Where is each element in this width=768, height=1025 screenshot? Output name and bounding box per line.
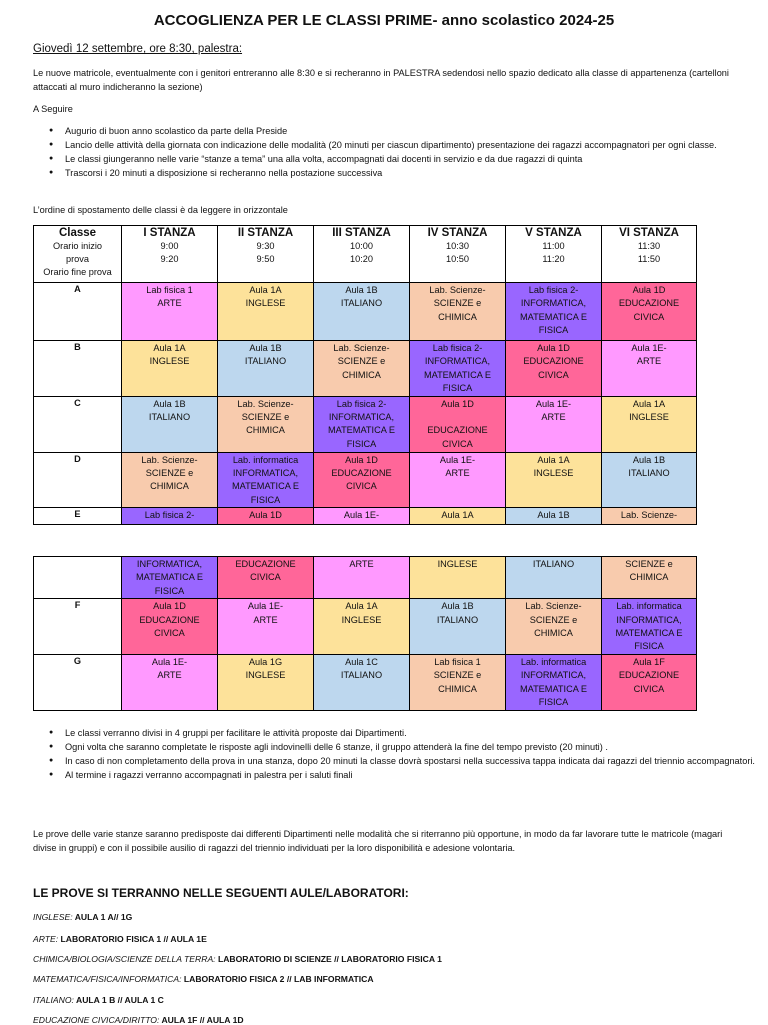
- schedule-cell: Aula 1A: [410, 508, 506, 525]
- header-classe: [34, 226, 122, 283]
- stanza-times: 9:00 9:20: [160, 241, 179, 264]
- rules-bullet-item: ● Ogni volta che saranno completate le risposte agli indovinelli delle 6 stanze, il gruppo attenderà la fine del tempo previsto (20 minuti) .: [65, 740, 765, 754]
- room-assignment: [33, 934, 207, 944]
- header-stanza: [410, 226, 506, 283]
- stanza-times: 11:00 11:20: [542, 241, 565, 264]
- schedule-cell: Aula 1B: [506, 508, 602, 525]
- class-label: B: [34, 341, 122, 397]
- class-label: E: [34, 508, 122, 525]
- room-subject: EDUCAZIONE CIVICA/DIRITTO:: [33, 1015, 160, 1025]
- schedule-cell: ITALIANO: [506, 557, 602, 599]
- rooms-section-heading: LE PROVE SI TERRANNO NELLE SEGUENTI AULE/LABORATORI:: [33, 886, 409, 900]
- stanza-name: I STANZA: [143, 227, 196, 239]
- schedule-cell: Aula 1F EDUCAZIONE CIVICA: [602, 654, 697, 710]
- class-label: [34, 557, 122, 599]
- room-assignment: [33, 974, 374, 984]
- schedule-cell: Aula 1D EDUCAZIONE CIVICA: [314, 452, 410, 508]
- class-row: [34, 508, 697, 525]
- schedule-cell: Aula 1E- ARTE: [506, 396, 602, 452]
- schedule-cell: Aula 1B ITALIANO: [218, 341, 314, 397]
- room-names: LABORATORIO DI SCIENZE // LABORATORIO FISICA 1: [215, 954, 442, 964]
- schedule-cell: ARTE: [314, 557, 410, 599]
- header-classe-times: Orario inizio prova Orario fine prova: [43, 241, 112, 277]
- schedule-cell: INGLESE: [410, 557, 506, 599]
- schedule-cell: Lab fisica 2- INFORMATICA, MATEMATICA E FISICA: [506, 283, 602, 341]
- schedule-cell: Lab fisica 1 SCIENZE e CHIMICA: [410, 654, 506, 710]
- room-names: LABORATORIO FISICA 1 // AULA 1E: [58, 934, 207, 944]
- room-subject: ARTE:: [33, 934, 59, 944]
- header-classe-title: Classe: [58, 227, 97, 239]
- room-subject: CHIMICA/BIOLOGIA/SCIENZE DELLA TERRA:: [33, 954, 216, 964]
- schedule-cell: Aula 1A INGLESE: [122, 341, 218, 397]
- stanza-times: 9:30 9:50: [256, 241, 275, 264]
- order-note: L’ordine di spostamento delle classi è da leggere in orizzontale: [33, 205, 288, 215]
- class-row: [34, 283, 697, 341]
- schedule-cell: Aula 1E- ARTE: [122, 654, 218, 710]
- class-label: D: [34, 452, 122, 508]
- class-label: F: [34, 599, 122, 655]
- stanza-times: 10:00 10:20: [350, 241, 373, 264]
- schedule-cell: Lab fisica 2-: [122, 508, 218, 525]
- header-stanza: [314, 226, 410, 283]
- class-row: [34, 557, 697, 599]
- program-bullet-item: ● Le classi giungeranno nelle varie “stanze a tema” una alla volta, accompagnati dai docenti in servizio e da due ragazzi di quinta: [65, 152, 765, 166]
- schedule-cell: Aula 1D: [218, 508, 314, 525]
- schedule-cell: Lab. informatica INFORMATICA, MATEMATICA E FISICA: [602, 599, 697, 655]
- document-title: ACCOGLIENZA PER LE CLASSI PRIME- anno scolastico 2024-25: [153, 12, 615, 29]
- class-row: [34, 341, 697, 397]
- schedule-cell: Aula 1B ITALIANO: [314, 283, 410, 341]
- prove-paragraph: Le prove delle varie stanze saranno predisposte dai differenti Dipartimenti nelle modalità che si riterranno più opportune, in modo da far lavorare tutte le matricole (magari divise in gruppi) e con il possibile ausilio di ragazzi del triennio individuati per la loro disponibilità e adesione volontaria.: [33, 829, 723, 853]
- class-row: [34, 654, 697, 710]
- stanza-name: VI STANZA: [619, 227, 679, 239]
- program-bullet-item: ● Lancio delle attività della giornata con indicazione delle modalità (20 minuti per ciascun dipartimento) presentazione dei ragazzi accompagnatori per ogni classe.: [65, 138, 765, 152]
- schedule-cell: Aula 1B ITALIANO: [122, 396, 218, 452]
- room-names: AULA 1 B // AULA 1 C: [73, 995, 164, 1005]
- schedule-cell: Aula 1E- ARTE: [218, 599, 314, 655]
- schedule-cell: Lab. Scienze- SCIENZE e CHIMICA: [122, 452, 218, 508]
- rules-bullet-item: ● In caso di non completamento della prova in una stanza, dopo 20 minuti la classe dovrà spostarsi nella successiva tappa indicata dai ragazzi del triennio accompagnatori.: [65, 754, 765, 768]
- rules-bullet-item: ● Al termine i ragazzi verranno accompagnati in palestra per i saluti finali: [65, 768, 765, 782]
- stanza-name: II STANZA: [237, 227, 294, 239]
- stanza-times: 10:30 10:50: [446, 241, 469, 264]
- room-names: AULA 1F // AULA 1D: [159, 1015, 244, 1025]
- schedule-cell: Lab fisica 2- INFORMATICA, MATEMATICA E FISICA: [410, 341, 506, 397]
- stanza-name: V STANZA: [525, 227, 582, 239]
- class-label: A: [34, 283, 122, 341]
- rotation-table-part2: [33, 556, 697, 711]
- class-row: [34, 396, 697, 452]
- rules-bullet-item: ● Le classi verranno divisi in 4 gruppi per facilitare le attività proposte dai Dipartimenti.: [65, 726, 765, 740]
- schedule-cell: Lab. Scienze- SCIENZE e CHIMICA: [314, 341, 410, 397]
- schedule-cell: SCIENZE e CHIMICA: [602, 557, 697, 599]
- stanza-name: III STANZA: [332, 227, 391, 239]
- schedule-cell: Aula 1D EDUCAZIONE CIVICA: [506, 341, 602, 397]
- class-row: [34, 599, 697, 655]
- header-stanza: [218, 226, 314, 283]
- schedule-cell: Aula 1G INGLESE: [218, 654, 314, 710]
- schedule-cell: Aula 1E- ARTE: [410, 452, 506, 508]
- room-names: AULA 1 A// 1G: [72, 912, 133, 922]
- room-assignment: [33, 954, 442, 964]
- header-stanza: [122, 226, 218, 283]
- schedule-cell: Lab. informatica INFORMATICA, MATEMATICA E FISICA: [506, 654, 602, 710]
- stanza-times: 11:30 11:50: [637, 241, 661, 264]
- schedule-cell: Aula 1B ITALIANO: [602, 452, 697, 508]
- header-stanza: [602, 226, 697, 283]
- schedule-cell: INFORMATICA, MATEMATICA E FISICA: [122, 557, 218, 599]
- schedule-cell: Aula 1A INGLESE: [602, 396, 697, 452]
- stanza-name: IV STANZA: [427, 227, 488, 239]
- schedule-cell: Aula 1D EDUCAZIONE CIVICA: [410, 396, 506, 452]
- room-subject: ITALIANO:: [33, 995, 74, 1005]
- program-bullet-list: [33, 124, 765, 180]
- class-label: G: [34, 654, 122, 710]
- schedule-cell: Aula 1A INGLESE: [218, 283, 314, 341]
- schedule-cell: Lab. Scienze- SCIENZE e CHIMICA: [506, 599, 602, 655]
- schedule-cell: Lab fisica 2- INFORMATICA, MATEMATICA E FISICA: [314, 396, 410, 452]
- program-bullet-item: ● Trascorsi i 20 minuti a disposizione si recheranno nella postazione successiva: [65, 166, 765, 180]
- room-assignment: [33, 912, 132, 922]
- schedule-cell: Lab. Scienze-: [602, 508, 697, 525]
- schedule-cell: Lab fisica 1 ARTE: [122, 283, 218, 341]
- schedule-cell: EDUCAZIONE CIVICA: [218, 557, 314, 599]
- room-subject: MATEMATICA/FISICA/INFORMATICA:: [33, 974, 182, 984]
- schedule-cell: Lab. informatica INFORMATICA, MATEMATICA E FISICA: [218, 452, 314, 508]
- program-bullet-item: ● Augurio di buon anno scolastico da parte della Preside: [65, 124, 765, 138]
- schedule-cell: Aula 1E-: [314, 508, 410, 525]
- schedule-cell: Aula 1A INGLESE: [314, 599, 410, 655]
- schedule-cell: Aula 1B ITALIANO: [410, 599, 506, 655]
- schedule-cell: Lab. Scienze- SCIENZE e CHIMICA: [410, 283, 506, 341]
- schedule-cell: Aula 1D EDUCAZIONE CIVICA: [122, 599, 218, 655]
- rotation-table-part1: [33, 225, 697, 525]
- rules-bullet-list: [33, 726, 765, 782]
- header-stanza: [506, 226, 602, 283]
- room-names: LABORATORIO FISICA 2 // LAB INFORMATICA: [181, 974, 374, 984]
- schedule-cell: Lab. Scienze- SCIENZE e CHIMICA: [218, 396, 314, 452]
- room-assignment: [33, 995, 164, 1005]
- event-date-line: Giovedì 12 settembre, ore 8:30, palestra:: [33, 43, 243, 55]
- room-subject: INGLESE:: [33, 912, 73, 922]
- a-seguire-label: A Seguire: [33, 104, 73, 114]
- schedule-cell: Aula 1A INGLESE: [506, 452, 602, 508]
- intro-paragraph: Le nuove matricole, eventualmente con i genitori entreranno alle 8:30 e si recheranno in PALESTRA sedendosi nello spazio dedicato alla classe di appartenenza (cartelloni attaccati al muro indicheranno la sezione): [33, 68, 729, 92]
- class-label: C: [34, 396, 122, 452]
- schedule-cell: Aula 1D EDUCAZIONE CIVICA: [602, 283, 697, 341]
- schedule-cell: Aula 1C ITALIANO: [314, 654, 410, 710]
- class-row: [34, 452, 697, 508]
- schedule-cell: Aula 1E- ARTE: [602, 341, 697, 397]
